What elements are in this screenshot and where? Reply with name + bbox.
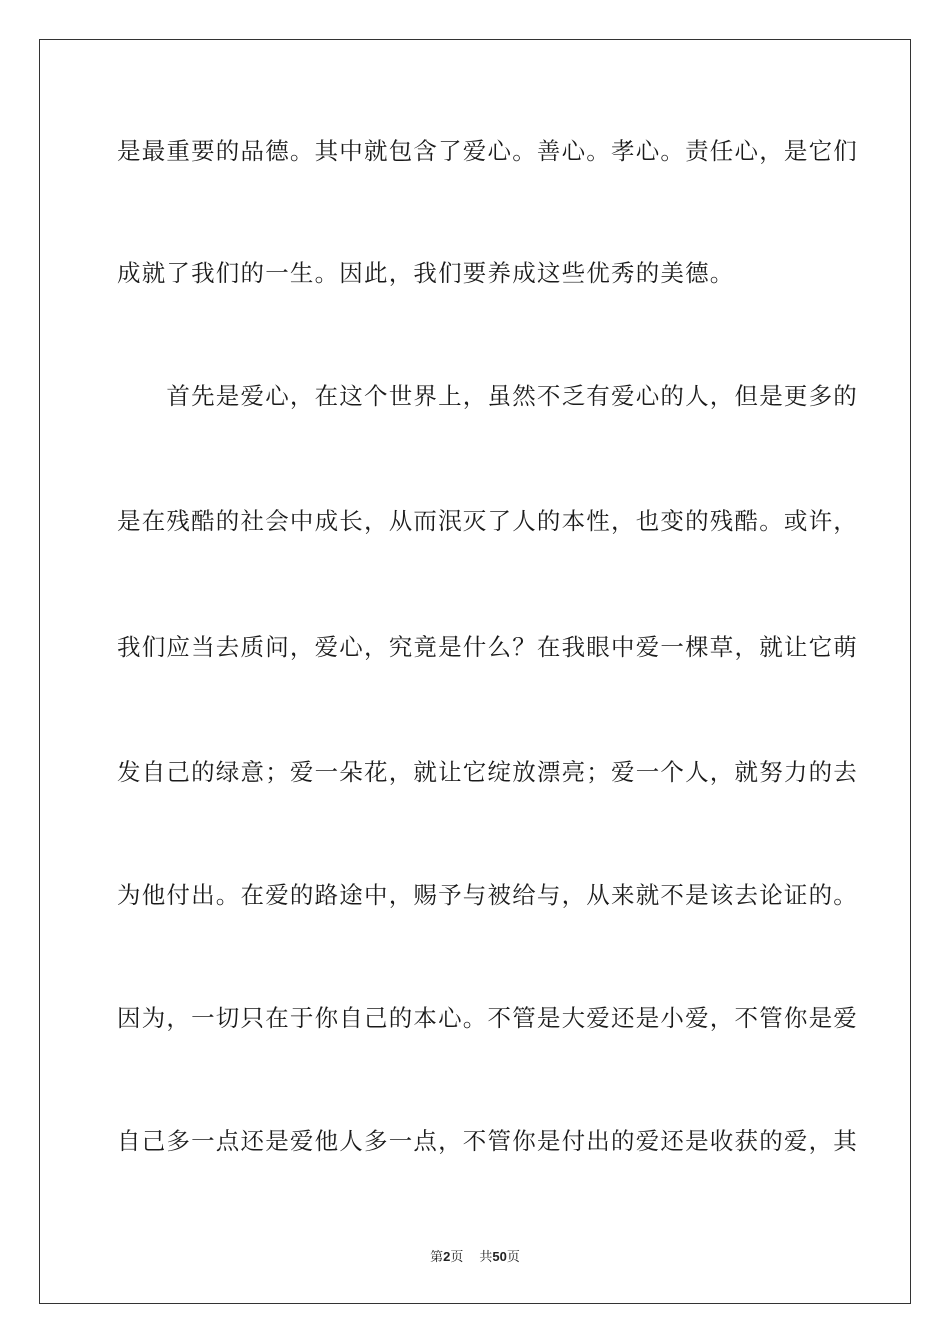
page-suffix: 页 <box>450 1250 464 1265</box>
body-text-line: 首先是爱心，在这个世界上，虽然不乏有爱心的人，但是更多的 <box>117 382 858 410</box>
total-prefix: 共 <box>479 1250 493 1265</box>
body-text-line: 成就了我们的一生。因此，我们要养成这些优秀的美德。 <box>117 259 735 287</box>
page-border <box>39 39 911 1304</box>
body-text-line: 是在残酷的社会中成长，从而泯灭了人的本性，也变的残酷。或许， <box>117 507 858 535</box>
body-text-line: 是最重要的品德。其中就包含了爱心。善心。孝心。责任心，是它们 <box>117 137 858 165</box>
page-prefix: 第 <box>430 1250 444 1265</box>
total-pages: 50 <box>492 1249 507 1264</box>
body-text-line: 因为，一切只在于你自己的本心。不管是大爱还是小爱，不管你是爱 <box>117 1004 858 1032</box>
body-text-line: 发自己的绿意；爱一朵花，就让它绽放漂亮；爱一个人，就努力的去 <box>117 758 858 786</box>
page-footer <box>0 1248 950 1267</box>
body-text-line: 自己多一点还是爱他人多一点，不管你是付出的爱还是收获的爱，其 <box>117 1127 858 1155</box>
body-text-line: 我们应当去质问，爱心，究竟是什么？在我眼中爱一棵草，就让它萌 <box>117 633 858 661</box>
page-number: 2 <box>443 1249 451 1264</box>
body-text-line: 为他付出。在爱的路途中，赐予与被给与，从来就不是该去论证的。 <box>117 881 858 909</box>
total-suffix: 页 <box>506 1250 520 1265</box>
